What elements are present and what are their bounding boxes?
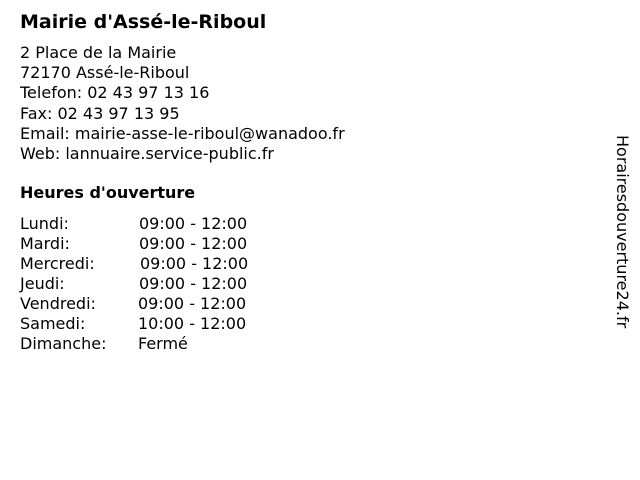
day-label: Samedi: <box>20 314 86 333</box>
email-line: Email: mairie-asse-le-riboul@wanadoo.fr <box>20 123 345 143</box>
time-range: 09:00 - 12:00 <box>140 254 249 273</box>
street-address: 2 Place de la Mairie <box>20 43 177 62</box>
time-range: 09:00 - 12:00 <box>139 234 248 253</box>
time-range: Fermé <box>138 334 188 353</box>
day-label: Lundi: <box>20 214 69 233</box>
contact-block <box>20 43 345 164</box>
day-label: Vendredi: <box>20 294 96 313</box>
office-name: Mairie d'Assé-le-Riboul <box>20 11 267 33</box>
fax-line: Fax: 02 43 97 13 95 <box>20 103 180 123</box>
day-label: Mardi: <box>20 234 70 253</box>
time-range: 10:00 - 12:00 <box>138 314 247 333</box>
day-label: Mercredi: <box>20 254 95 273</box>
web-line: Web: lannuaire.service-public.fr <box>20 143 274 163</box>
phone-line: Telefon: 02 43 97 13 16 <box>20 83 210 103</box>
time-range: 09:00 - 12:00 <box>139 214 248 233</box>
city-postcode: 72170 Assé-le-Riboul <box>20 63 190 83</box>
day-label: Dimanche: <box>20 334 107 353</box>
time-range: 09:00 - 12:00 <box>139 274 248 293</box>
opening-hours-heading: Heures d'ouverture <box>20 183 196 202</box>
day-label: Jeudi: <box>20 274 65 293</box>
time-range: 09:00 - 12:00 <box>138 294 247 313</box>
brand-watermark: Horairesdouverture24.fr <box>613 135 632 329</box>
